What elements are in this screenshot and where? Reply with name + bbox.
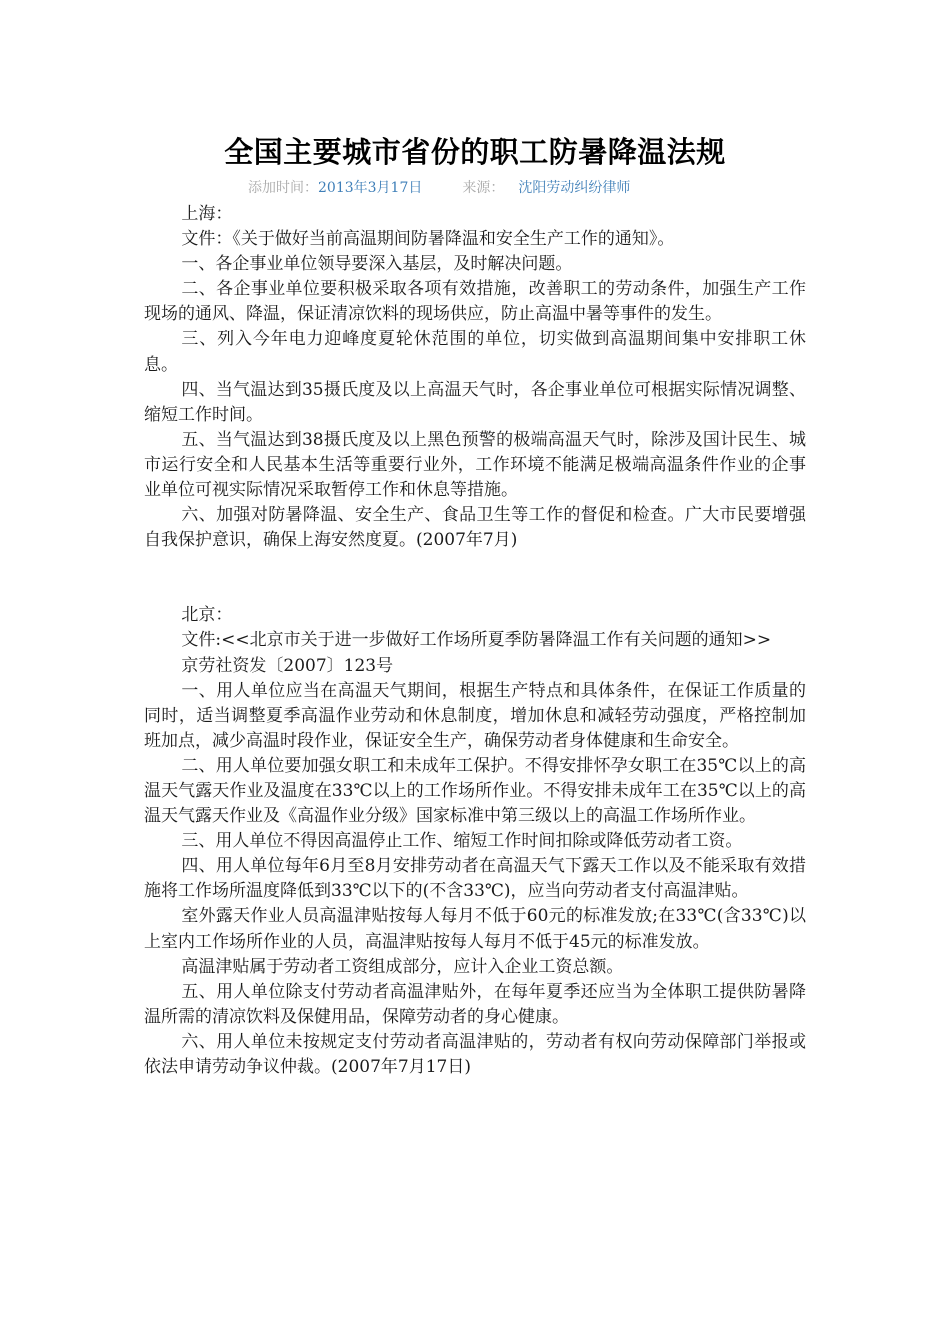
paragraph: 二、各企事业单位要积极采取各项有效措施，改善职工的劳动条件，加强生产工作现场的通风、降温，保证清凉饮料的现场供应，防止高温中暑等事件的发生。 bbox=[144, 279, 806, 325]
paragraph: 四、当气温达到35摄氏度及以上高温天气时，各企事业单位可根据实际情况调整、缩短工作时间。 bbox=[144, 379, 806, 425]
paragraph: 北京： bbox=[181, 605, 233, 626]
paragraph: 四、用人单位每年6月至8月安排劳动者在高温天气下露天工作以及不能采取有效措施将工作场所温度降低到33℃以下的(不含33℃)，应当向劳动者支付高温津贴。 bbox=[144, 856, 806, 902]
paragraph: 二、用人单位要加强女职工和未成年工保护。不得安排怀孕女职工在35℃以上的高温天气露天作业及温度在33℃以上的工作场所作业。不得安排未成年工在35℃以上的高温天气露天作业及《高温作业分级》国家标准中第三级以上的高温工作场所作业。 bbox=[144, 755, 806, 827]
added-time-label: 添加时间： bbox=[248, 180, 318, 196]
paragraph: 六、用人单位未按规定支付劳动者高温津贴的，劳动者有权向劳动保障部门举报或依法申请劳动争议仲裁。(2007年7月17日) bbox=[144, 1031, 806, 1077]
paragraph: 一、各企事业单位领导要深入基层，及时解决问题。 bbox=[181, 254, 573, 275]
paragraph: 上海： bbox=[181, 204, 233, 224]
source-value: 沈阳劳动纠纷律师 bbox=[518, 180, 631, 196]
paragraph: 京劳社资发〔2007〕123号 bbox=[181, 655, 394, 676]
paragraph: 文件：《关于做好当前高温期间防暑降温和安全生产工作的通知》。 bbox=[181, 229, 675, 250]
paragraph: 五、当气温达到38摄氏度及以上黑色预警的极端高温天气时，除涉及国计民生、城市运行安全和人民基本生活等重要行业外，工作环境不能满足极端高温条件作业的企事业单位可视实际情况采取暂停工作和休息等措施。 bbox=[144, 429, 806, 501]
section-spacer bbox=[144, 553, 806, 603]
shanghai-section bbox=[144, 202, 806, 553]
source-label: 来源： bbox=[462, 180, 505, 196]
paragraph: 六、加强对防暑降温、安全生产、食品卫生等工作的督促和检查。广大市民要增强自我保护意识，确保上海安然度夏。(2007年7月) bbox=[144, 505, 806, 551]
beijing-section bbox=[144, 603, 806, 1080]
page-title: 全国主要城市省份的职工防暑降温法规 bbox=[224, 135, 726, 169]
paragraph: 室外露天作业人员高温津贴按每人每月不低于60元的标准发放;在33℃(含33℃)以上室内工作场所作业的人员，高温津贴按每人每月不低于45元的标准发放。 bbox=[144, 906, 806, 952]
paragraph: 一、用人单位应当在高温天气期间，根据生产特点和具体条件，在保证工作质量的同时，适当调整夏季高温作业劳动和休息制度，增加休息和减轻劳动强度，严格控制加班加点，减少高温时段作业，保证安全生产，确保劳动者身体健康和生命安全。 bbox=[144, 680, 806, 751]
paragraph: 高温津贴属于劳动者工资组成部分，应计入企业工资总额。 bbox=[181, 956, 624, 977]
paragraph: 三、列入今年电力迎峰度夏轮休范围的单位，切实做到高温期间集中安排职工休息。 bbox=[144, 329, 806, 375]
added-time-value: 2013年3月17日 bbox=[318, 180, 423, 196]
paragraph: 三、用人单位不得因高温停止工作、缩短工作时间扣除或降低劳动者工资。 bbox=[181, 831, 743, 852]
article-meta bbox=[248, 178, 630, 198]
article-body bbox=[144, 202, 806, 1080]
paragraph: 文件:<<北京市关于进一步做好工作场所夏季防暑降温工作有关问题的通知>> bbox=[181, 630, 772, 651]
paragraph: 五、用人单位除支付劳动者高温津贴外，在每年夏季还应当为全体职工提供防暑降温所需的清凉饮料及保健用品，保障劳动者的身心健康。 bbox=[144, 981, 806, 1027]
